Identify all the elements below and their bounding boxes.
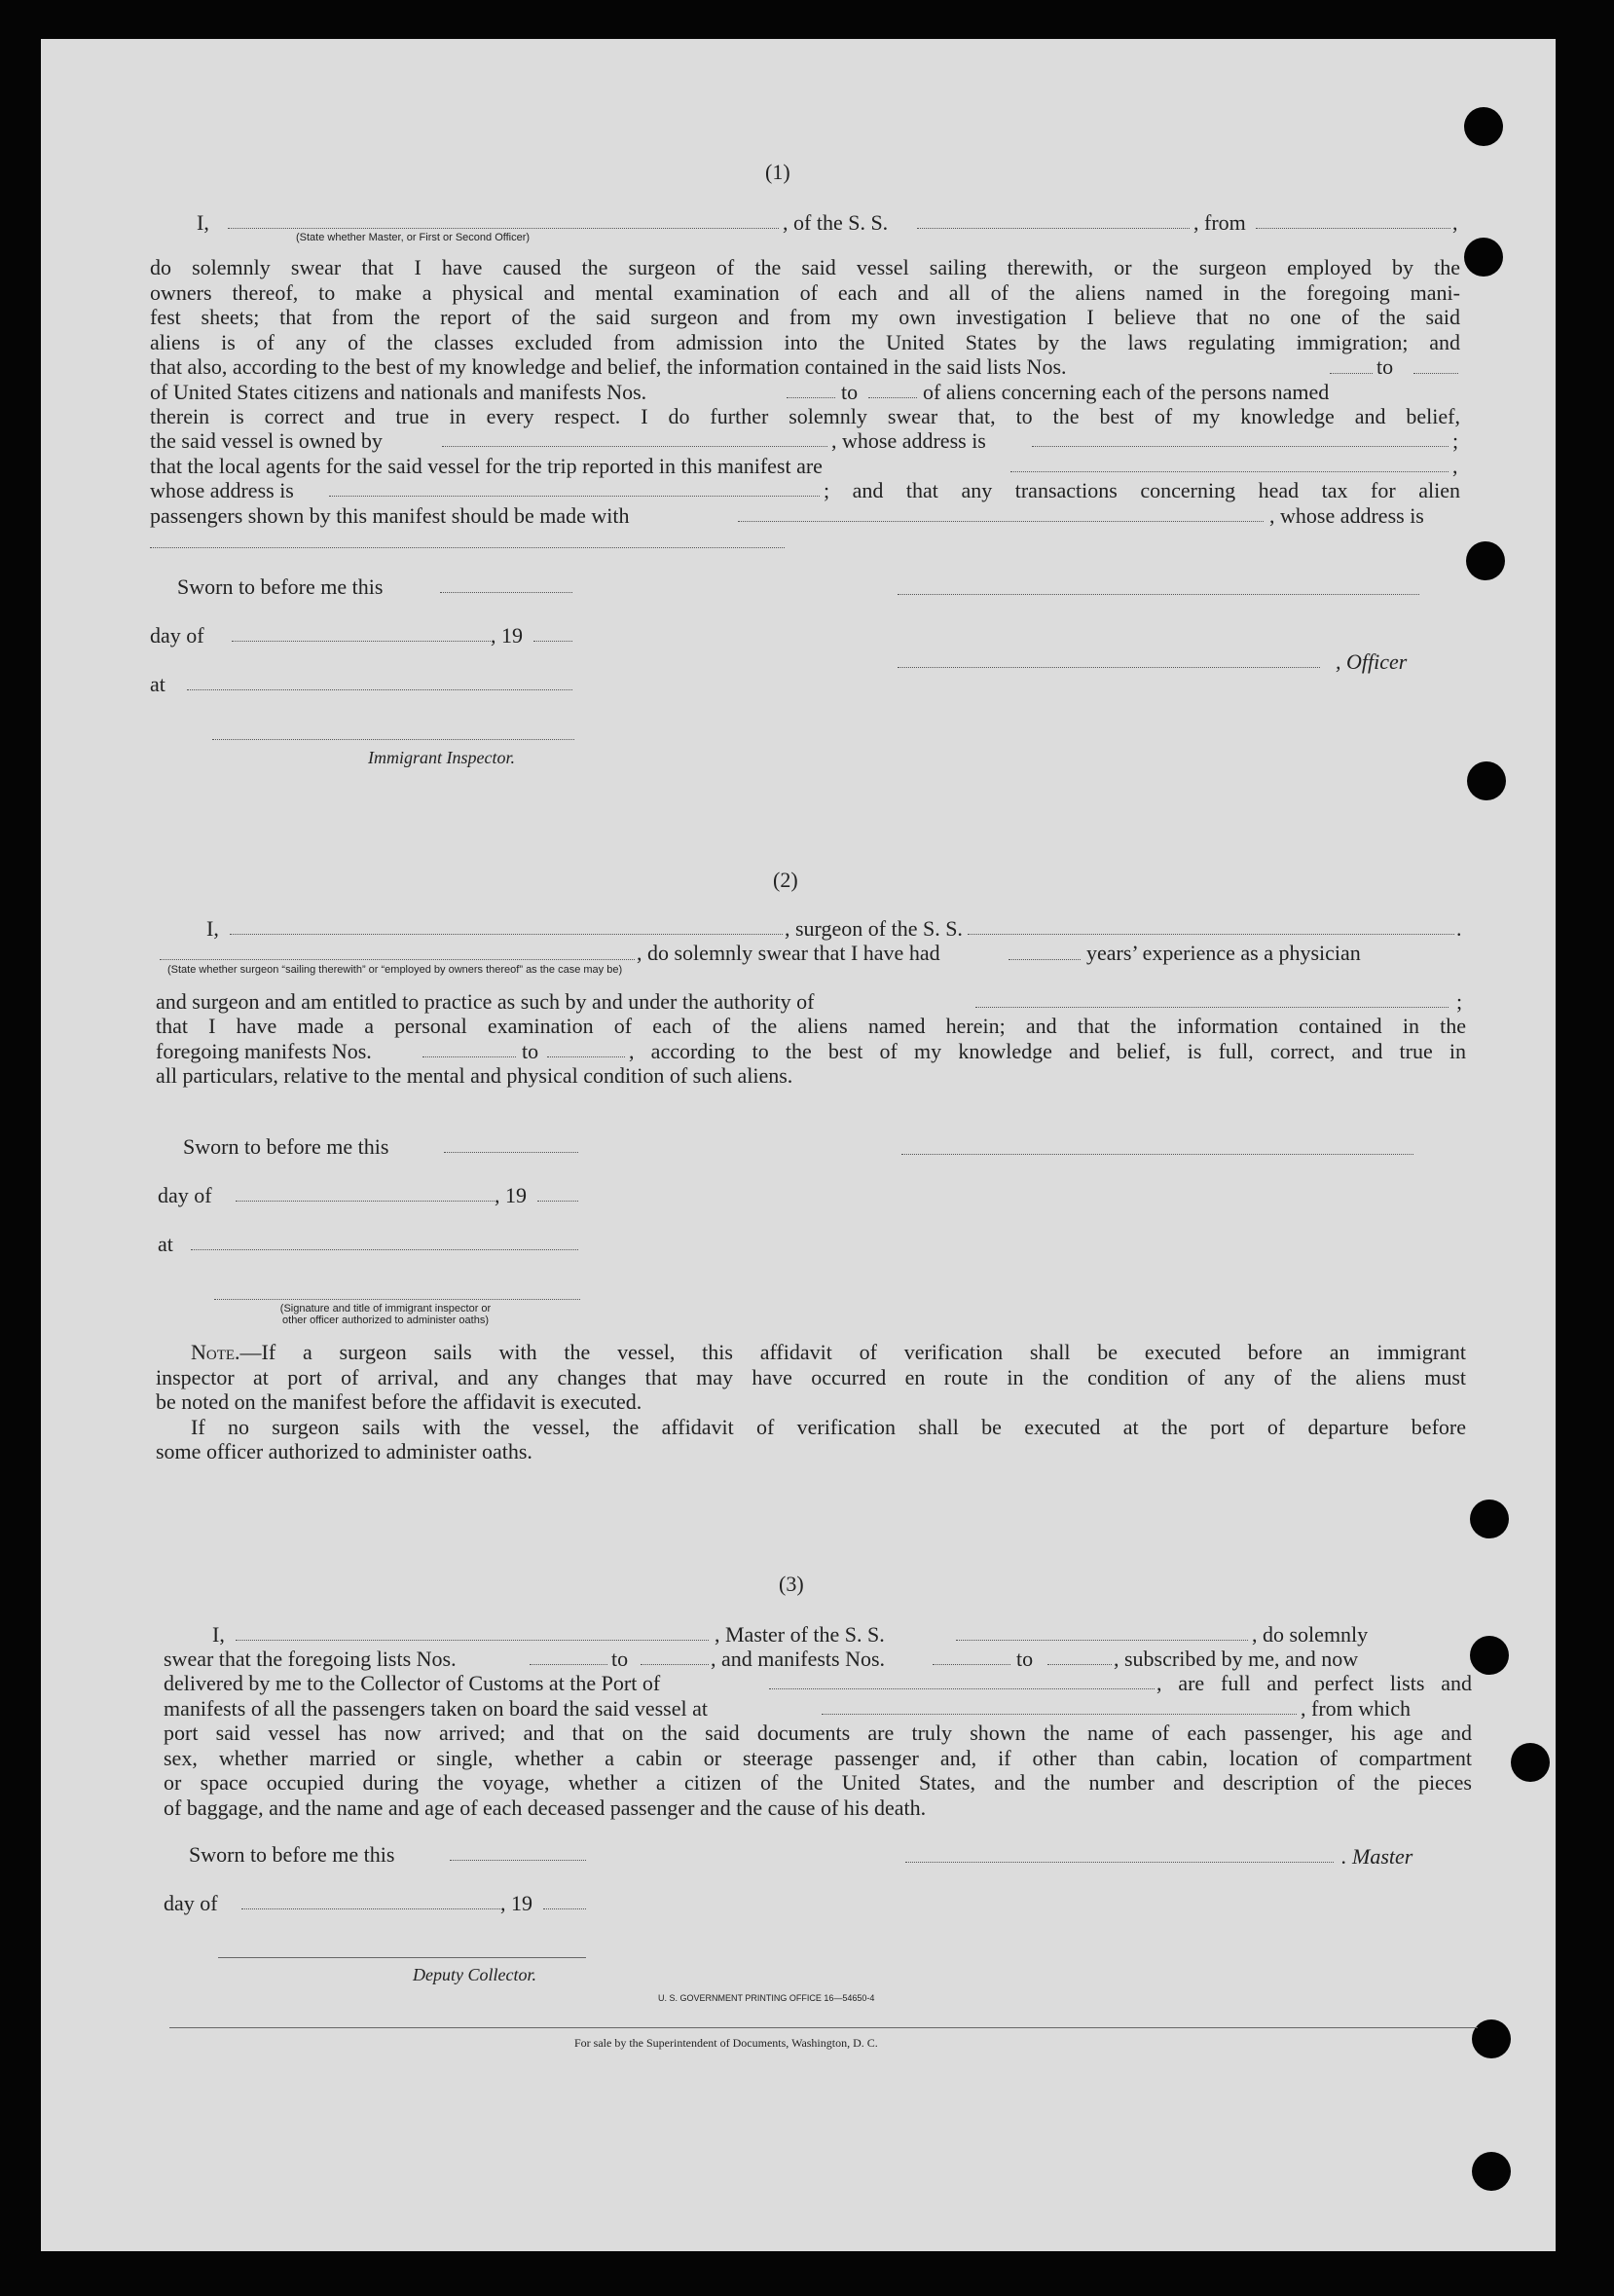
punch-hole — [1470, 1500, 1509, 1538]
s2-note-label: Note. — [191, 1340, 240, 1364]
s3-master-label: . Master — [1341, 1844, 1413, 1869]
s1-lists-from-field[interactable] — [1330, 373, 1373, 374]
s3-master-of: , Master of the S. S. — [715, 1622, 885, 1647]
s1-manifests-to-field[interactable] — [868, 397, 917, 398]
s2-period: . — [1456, 916, 1462, 941]
s1-ss-field[interactable] — [917, 228, 1190, 229]
s1-whose-address3: , whose address is — [1269, 503, 1424, 528]
s3-year-field[interactable] — [543, 1908, 586, 1909]
s3-subscribed: , subscribed by me, and now — [1114, 1647, 1359, 1671]
punch-hole — [1470, 1636, 1509, 1675]
punch-hole — [1466, 541, 1505, 580]
s1-officer-field[interactable] — [228, 228, 779, 229]
s2-day-of-label: day of — [158, 1183, 212, 1207]
s2-sig-note-2: other officer authorized to administer oaths) — [282, 1315, 489, 1326]
s2-foregoing: foregoing manifests Nos. — [156, 1039, 372, 1063]
s1-year-field[interactable] — [533, 641, 572, 642]
s1-line: do solemnly swear that I have caused the surgeon of the said vessel sailing therewith, or the surgeon employed by the — [150, 255, 1460, 279]
s3-to-2: to — [1016, 1647, 1034, 1671]
s3-master-name-field[interactable] — [236, 1640, 709, 1641]
s1-head-tax-address-field[interactable] — [150, 547, 785, 548]
s2-year-label: , 19 — [495, 1183, 527, 1207]
s1-semicolon: ; — [1452, 428, 1459, 453]
s2-surgeon-signature-field[interactable] — [901, 1154, 1413, 1155]
s2-surgeon-note: (State whether surgeon “sailing therewith” or “employed by owners thereof” as the case may be) — [167, 964, 623, 976]
s1-lists-nos-text: that also, according to the best of my knowledge and belief, the information contained in the said lists Nos. — [150, 354, 1067, 379]
s3-line: sex, whether married or single, whether a cabin or steerage passenger and, if other than cabin, location of compartment — [164, 1745, 1472, 1770]
s1-line: fest sheets; that from the report of the said surgeon and from my own investigation I believe that no one of the said — [150, 305, 1460, 329]
s3-oath-text — [164, 1721, 1472, 1820]
s1-from-label: , from — [1193, 210, 1246, 235]
s1-sworn-day-field[interactable] — [440, 592, 572, 593]
s3-line: or space occupied during the voyage, whether a citizen of the United States, and the number and description of the pieces — [164, 1770, 1472, 1795]
punch-hole — [1472, 2152, 1511, 2191]
s3-month-field[interactable] — [241, 1908, 500, 1909]
s1-head-tax: ; and that any transactions concerning head tax for alien — [824, 478, 1460, 502]
s3-master-signature-field[interactable] — [905, 1862, 1334, 1863]
s2-years-field[interactable] — [1009, 959, 1081, 960]
s1-officer-label: , Officer — [1336, 649, 1408, 674]
s1-head-tax-party-field[interactable] — [738, 521, 1264, 522]
s3-deputy-label: Deputy Collector. — [413, 1965, 536, 1984]
s1-lists-to: to — [1376, 354, 1394, 379]
s2-sig-note-1: (Signature and title of immigrant inspector or — [279, 1303, 492, 1315]
s3-sworn-label: Sworn to before me this — [189, 1842, 395, 1867]
s3-year-label: , 19 — [500, 1891, 532, 1915]
section-2-number: (2) — [773, 868, 798, 892]
s1-at-field[interactable] — [187, 689, 572, 690]
punch-hole — [1464, 107, 1503, 146]
s2-month-field[interactable] — [236, 1201, 495, 1202]
punch-hole — [1467, 761, 1506, 800]
s2-sworn-label: Sworn to before me this — [183, 1134, 389, 1159]
s2-authority-field[interactable] — [975, 1007, 1449, 1008]
s3-day-of-label: day of — [164, 1891, 218, 1915]
s2-at-field[interactable] — [191, 1249, 578, 1250]
s1-line: owners thereof, to make a physical and mental examination of each and all of the aliens named in the foregoing mani- — [150, 279, 1460, 305]
s2-according: , according to the best of my knowledge and belief, is full, correct, and true in — [629, 1039, 1466, 1063]
s2-note2-line: If no surgeon sails with the vessel, the affidavit of verification shall be executed at the port of departure before — [191, 1414, 1466, 1439]
s1-inspector-label: Immigrant Inspector. — [368, 748, 515, 767]
s3-manifests-to-field[interactable] — [1047, 1664, 1112, 1665]
form-page — [41, 39, 1556, 2251]
s2-sworn-day-field[interactable] — [444, 1152, 578, 1153]
s3-do-solemnly: , do solemnly — [1252, 1622, 1369, 1647]
s2-note-line: be noted on the manifest before the affidavit is executed. — [156, 1389, 642, 1414]
s3-line: port said vessel has now arrived; and that on the said documents are truly shown the name of each passenger, his age and — [164, 1721, 1472, 1745]
s2-personal-exam: that I have made a personal examination of each of the aliens named herein; and that the information contained in the — [156, 1014, 1466, 1038]
s3-to-1: to — [611, 1647, 629, 1671]
s3-manifests-from-field[interactable] — [933, 1664, 1010, 1665]
s1-owner-field[interactable] — [442, 446, 827, 447]
s2-particulars: all particulars, relative to the mental and physical condition of such aliens. — [156, 1063, 793, 1088]
s2-authority: and surgeon and am entitled to practice as such by and under the authority of — [156, 989, 815, 1014]
s2-i-label: I, — [206, 916, 219, 941]
sale-notice: For sale by the Superintendent of Documents, Washington, D. C. — [574, 2036, 878, 2050]
s3-and-manifests: , and manifests Nos. — [711, 1647, 886, 1671]
s1-owned-by: the said vessel is owned by — [150, 428, 383, 453]
s1-year-label: , 19 — [491, 623, 523, 648]
s1-lists-to-field[interactable] — [1413, 373, 1458, 374]
s1-officer-title-field[interactable] — [898, 667, 1320, 668]
s2-surgeon-status-field[interactable] — [160, 959, 635, 960]
s1-i-label: I, — [197, 210, 209, 235]
s2-note-text — [156, 1340, 1466, 1464]
s1-owner-address-field[interactable] — [1032, 446, 1449, 447]
s1-agents-field[interactable] — [1010, 471, 1449, 472]
s3-collector-signature-field[interactable] — [218, 1957, 586, 1958]
s3-sworn-day-field[interactable] — [450, 1860, 586, 1861]
s2-manifests-from-field[interactable] — [422, 1056, 516, 1057]
s3-ss-field[interactable] — [956, 1640, 1248, 1641]
s1-inspector-signature-field[interactable] — [212, 739, 574, 740]
s3-full-perfect: , are full and perfect lists and — [1156, 1671, 1472, 1695]
s1-day-of-label: day of — [150, 623, 204, 648]
s1-officer-signature-field[interactable] — [898, 594, 1419, 595]
punch-hole — [1511, 1743, 1550, 1782]
gpo-imprint: U. S. GOVERNMENT PRINTING OFFICE 16—54650-4 — [658, 1993, 875, 2003]
s3-i-label: I, — [212, 1622, 225, 1647]
s3-from-which: , from which — [1301, 1696, 1412, 1721]
s2-semicolon: ; — [1456, 989, 1463, 1014]
s3-lists-to-field[interactable] — [641, 1664, 709, 1665]
s1-of-ss-label: , of the S. S. — [783, 210, 889, 235]
s1-manifests-from-field[interactable] — [787, 397, 835, 398]
s1-correct-text: therein is correct and true in every respect. I do further solemnly swear that, to the best of my knowledge and belief, — [150, 404, 1460, 428]
s2-note-line — [156, 1340, 1466, 1365]
s1-passengers: passengers shown by this manifest should be made with — [150, 503, 630, 528]
section-1-number: (1) — [765, 160, 790, 184]
s2-inspector-signature-field[interactable] — [214, 1299, 580, 1300]
s3-lists-from-field[interactable] — [530, 1664, 607, 1665]
s1-line: aliens is of any of the classes excluded from admission into the United States by the laws regulating immigration; and — [150, 329, 1460, 354]
s2-year-field[interactable] — [537, 1201, 578, 1202]
s2-solemnly: , do solemnly swear that I have had — [637, 941, 940, 965]
s1-citizens-text: of United States citizens and nationals and manifests Nos. — [150, 380, 647, 404]
s1-aliens-text: of aliens concerning each of the persons named — [923, 380, 1330, 404]
section-3-number: (3) — [779, 1572, 804, 1596]
s2-manifests-to-field[interactable] — [547, 1056, 625, 1057]
footer-rule — [169, 2027, 1478, 2028]
s1-at-label: at — [150, 672, 165, 696]
s1-agents-address-field[interactable] — [329, 496, 820, 497]
punch-hole — [1464, 238, 1503, 277]
s2-ss-field[interactable] — [968, 934, 1454, 935]
s2-note2-line: some officer authorized to administer oaths. — [156, 1439, 532, 1463]
s1-sworn-label: Sworn to before me this — [177, 574, 384, 599]
s1-oath-text — [150, 255, 1460, 354]
s3-port-field[interactable] — [769, 1688, 1155, 1689]
s3-delivered: delivered by me to the Collector of Customs at the Port of — [164, 1671, 661, 1695]
s1-master-note: (State whether Master, or First or Second Officer) — [296, 232, 531, 243]
s1-month-field[interactable] — [232, 641, 491, 642]
s2-note-line: inspector at port of arrival, and any changes that may have occurred en route in the condition of any of the aliens must — [156, 1364, 1466, 1389]
s1-end-comma: , — [1452, 210, 1458, 235]
s2-at-label: at — [158, 1232, 173, 1256]
s3-line: of baggage, and the name and age of each deceased passenger and the cause of his death. — [164, 1795, 927, 1820]
s2-note-first: —If a surgeon sails with the vessel, this affidavit of verification shall be executed before an immigrant — [239, 1340, 1466, 1364]
s1-agents-comma: , — [1452, 454, 1458, 478]
s2-surgeon-name-field[interactable] — [230, 934, 783, 935]
s1-whose-address: , whose address is — [831, 428, 986, 453]
s1-local-agents: that the local agents for the said vessel for the trip reported in this manifest are — [150, 454, 823, 478]
punch-hole — [1472, 2019, 1511, 2058]
s2-to: to — [522, 1039, 539, 1063]
s3-swear-lists: swear that the foregoing lists Nos. — [164, 1647, 457, 1671]
s1-whose-address2: whose address is — [150, 478, 294, 502]
s1-from-field[interactable] — [1256, 228, 1450, 229]
s3-manifests-all: manifests of all the passengers taken on board the said vessel at — [164, 1696, 709, 1721]
s2-surgeon-of: , surgeon of the S. S. — [785, 916, 963, 941]
s2-years-label: years’ experience as a physician — [1086, 941, 1361, 965]
s3-departure-port-field[interactable] — [822, 1714, 1297, 1715]
s1-manifests-to: to — [841, 380, 859, 404]
